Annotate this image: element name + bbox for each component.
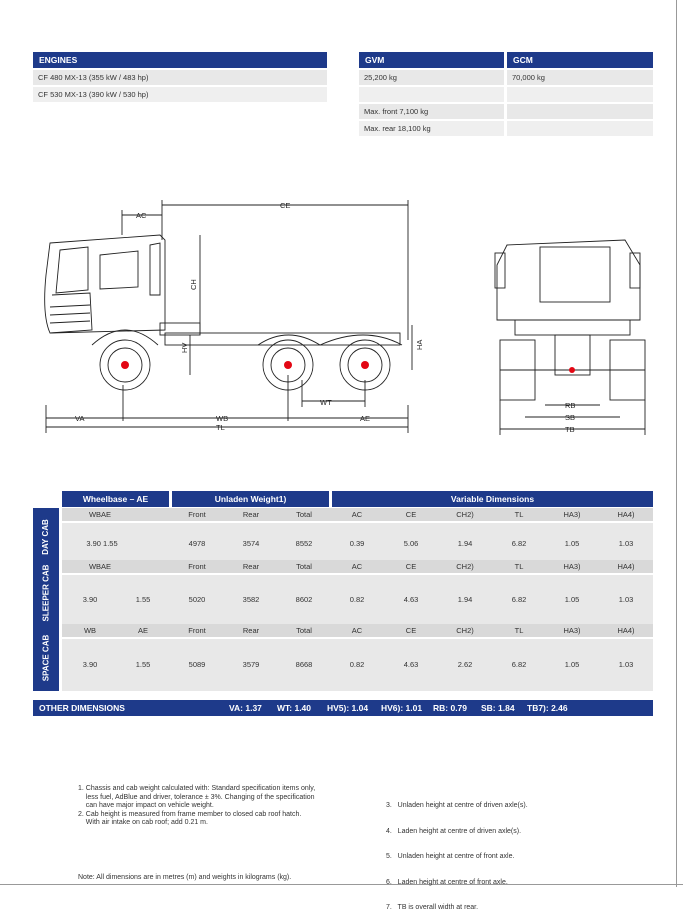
column-header: AC xyxy=(351,510,363,519)
column-header: HA3) xyxy=(563,626,581,635)
table-cell: 4978 xyxy=(188,539,206,548)
column-header: WB xyxy=(83,626,97,635)
table-cell: 6.82 xyxy=(511,660,527,669)
table-cell: 5089 xyxy=(188,660,206,669)
table-cell: 1.03 xyxy=(618,539,634,548)
column-header: AC xyxy=(351,562,363,571)
table-cell: 8602 xyxy=(295,595,313,604)
column-header: CH2) xyxy=(456,562,474,571)
gcm-row xyxy=(507,104,653,119)
column-header: CE xyxy=(405,562,417,571)
column-header: Total xyxy=(296,510,312,519)
column-header: HA3) xyxy=(563,510,581,519)
table-cell: 6.82 xyxy=(511,595,527,604)
footnote-line: 4. Laden height at centre of driven axle(s). xyxy=(386,827,522,835)
table-cell: 3582 xyxy=(242,595,260,604)
cab-type-label xyxy=(33,508,59,565)
other-dim-value: RB: 0.79 xyxy=(433,703,468,713)
other-dim-value: WT: 1.40 xyxy=(277,703,312,713)
footnotes-left xyxy=(78,785,378,828)
gcm-header: GCM xyxy=(507,52,653,68)
footnote-line: 6. Laden height at centre of front axle. xyxy=(386,878,508,886)
footnote-line: 7. TB is overall width at rear. xyxy=(386,904,479,911)
truck-side-view-drawing xyxy=(30,195,450,440)
engine-row: CF 480 MX-13 (355 kW / 483 hp) xyxy=(33,70,327,85)
table-cell: 6.82 xyxy=(511,539,527,548)
other-dim-value: VA: 1.37 xyxy=(229,703,262,713)
gvm-row: 25,200 kg xyxy=(359,70,504,85)
gcm-row xyxy=(507,121,653,136)
cab-type-label xyxy=(33,624,59,691)
label-tb: TB xyxy=(565,425,575,434)
column-header: HA4) xyxy=(617,510,635,519)
table-cell: 0.39 xyxy=(349,539,365,548)
label-tl: TL xyxy=(216,423,225,432)
column-header: Front xyxy=(188,626,206,635)
gvm-row: Max. front 7,100 kg xyxy=(359,104,504,119)
label-ha: HA xyxy=(415,339,424,350)
column-header: CH2) xyxy=(456,510,474,519)
table-cell: 1.05 xyxy=(564,660,580,669)
column-header: Rear xyxy=(242,626,260,635)
label-ch: CH xyxy=(189,279,198,290)
column-header: HA4) xyxy=(617,626,635,635)
table-cell: 3574 xyxy=(242,539,260,548)
column-header: HA4) xyxy=(617,562,635,571)
engines-block xyxy=(33,52,327,102)
footnote-line: With air intake on cab roof; add 0.21 m. xyxy=(78,819,208,826)
table-cell: 3.90 1.55 xyxy=(86,539,118,548)
table-cell: 2.62 xyxy=(457,660,473,669)
column-header: TL xyxy=(514,626,524,635)
footnote-line: 5. Unladen height at centre of front axle. xyxy=(386,853,515,860)
gvm-row: Max. rear 18,100 kg xyxy=(359,121,504,136)
other-dimensions-bar xyxy=(33,700,653,716)
column-header: Total xyxy=(296,562,312,571)
other-dim-value: SB: 1.84 xyxy=(481,703,515,713)
gvm-header: GVM xyxy=(359,52,504,68)
column-header: Front xyxy=(188,510,206,519)
gcm-row xyxy=(507,87,653,102)
label-ae: AE xyxy=(360,414,371,423)
table-cell: 1.55 xyxy=(135,660,151,669)
column-header: TL xyxy=(514,510,524,519)
table-cell: 3.90 xyxy=(82,660,98,669)
table-cell: 5020 xyxy=(188,595,206,604)
label-sb: SB xyxy=(565,413,576,422)
column-header: WBAE xyxy=(88,562,112,571)
footnote-line: can have major impact on vehicle weight. xyxy=(78,802,214,809)
column-header: Rear xyxy=(242,510,260,519)
column-header: CE xyxy=(405,510,417,519)
footnotes-right xyxy=(386,785,656,921)
cab-type-text: DAY CAB xyxy=(41,518,51,555)
column-header: WBAE xyxy=(88,510,112,519)
gvm-row xyxy=(359,87,504,102)
table-header-variable: Variable Dimensions xyxy=(332,491,653,507)
table-cell: 1.94 xyxy=(457,595,473,604)
footnote-line: 3. Unladen height at centre of driven axle(s). xyxy=(386,802,528,809)
gcm-row: 70,000 kg xyxy=(507,70,653,85)
label-va: VA xyxy=(75,414,85,423)
table-cell: 1.03 xyxy=(618,660,634,669)
table-cell: 1.05 xyxy=(564,595,580,604)
footnote-line: 2. Cab height is measured from frame member to closed cab roof hatch. xyxy=(78,810,302,818)
column-header: CE xyxy=(405,626,417,635)
footnote-line: less fuel, AdBlue and driver, tolerance ± 3%. Changing of the specification xyxy=(78,793,315,801)
footnote-line: 1. Chassis and cab weight calculated with: Standard specification items only, xyxy=(78,785,316,792)
table-header-wheelbase: Wheelbase – AE xyxy=(62,491,169,507)
other-dim-value: HV5): 1.04 xyxy=(327,703,369,713)
cab-type-text: SPACE CAB xyxy=(41,634,50,681)
gvm-block xyxy=(359,52,504,136)
column-header: Front xyxy=(188,562,206,571)
engines-header: ENGINES xyxy=(33,52,327,68)
table-cell: 1.94 xyxy=(457,539,473,548)
column-header: TL xyxy=(514,562,524,571)
label-wb: WB xyxy=(216,414,229,423)
page-edge-right xyxy=(676,0,677,887)
label-hv: HV xyxy=(180,342,189,353)
table-cell: 3579 xyxy=(242,660,260,669)
other-dim-value: HV6): 1.01 xyxy=(381,703,423,713)
other-dim-value: TB7): 2.46 xyxy=(527,703,568,713)
engine-row: CF 530 MX-13 (390 kW / 530 hp) xyxy=(33,87,327,102)
cab-type-label xyxy=(33,560,59,625)
column-header: AE xyxy=(137,626,148,635)
cab-type-text: SLEEPER CAB xyxy=(41,564,50,621)
table-cell: 4.63 xyxy=(403,595,419,604)
table-cell: 1.55 xyxy=(135,595,151,604)
label-ac: AC xyxy=(136,211,147,220)
gcm-block xyxy=(507,52,653,136)
table-cell: 8668 xyxy=(295,660,313,669)
table-cell: 4.63 xyxy=(403,660,419,669)
label-wt: WT xyxy=(320,398,332,407)
table-cell: 1.05 xyxy=(564,539,580,548)
units-note: Note: All dimensions are in metres (m) and weights in kilograms (kg). xyxy=(78,874,292,881)
column-header: CH2) xyxy=(456,626,474,635)
label-rb: RB xyxy=(565,401,576,410)
table-cell: 5.06 xyxy=(403,539,419,548)
table-cell: 0.82 xyxy=(349,595,365,604)
other-dimensions-label: OTHER DIMENSIONS xyxy=(39,703,125,713)
table-header-unladen: Unladen Weight1) xyxy=(172,491,329,507)
column-header: HA3) xyxy=(563,562,581,571)
table-cell: 0.82 xyxy=(349,660,365,669)
truck-rear-view-drawing xyxy=(485,225,660,440)
table-cell: 8552 xyxy=(295,539,313,548)
column-header: AC xyxy=(351,626,363,635)
column-header: Rear xyxy=(242,562,260,571)
label-ce: CE xyxy=(280,201,291,210)
column-header: Total xyxy=(296,626,312,635)
table-cell: 3.90 xyxy=(82,595,98,604)
table-cell: 1.03 xyxy=(618,595,634,604)
